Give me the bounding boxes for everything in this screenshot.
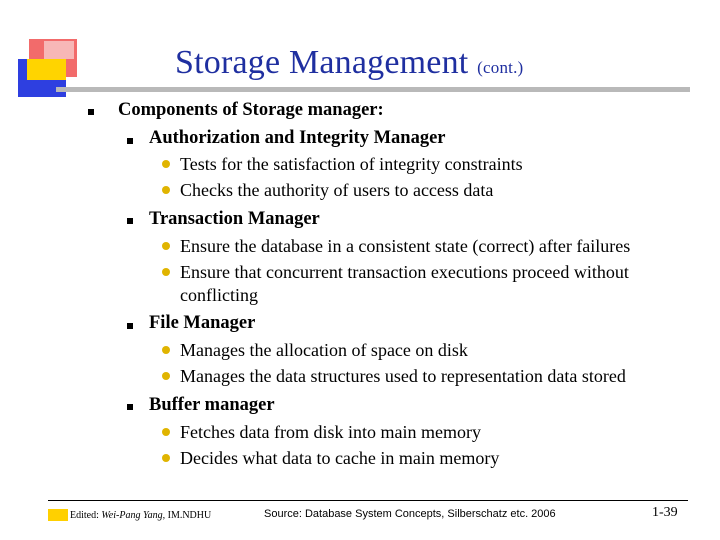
- bullet-dot-icon: [162, 160, 170, 168]
- bullet-square-icon: [127, 323, 133, 329]
- bullet-square-icon: [127, 218, 133, 224]
- footer-marker: [48, 509, 68, 521]
- list-item: Ensure that concurrent transaction executions proceed without: [180, 262, 629, 282]
- list-item: Manages the allocation of space on disk: [180, 340, 468, 360]
- page-number: 1-39: [652, 505, 678, 520]
- list-item: Ensure the database in a consistent state (correct) after failures: [180, 236, 631, 256]
- list-item: Manages the data structures used to representation data stored: [180, 366, 626, 386]
- section-label: Buffer manager: [149, 395, 275, 415]
- logo-square-pink: [44, 41, 74, 59]
- footer-edited-prefix: Edited:: [70, 510, 102, 521]
- section-label: File Manager: [149, 313, 256, 333]
- footer-edited: [70, 510, 211, 521]
- list-item: Fetches data from disk into main memory: [180, 422, 481, 442]
- bullet-dot-icon: [162, 186, 170, 194]
- footer-source: Source: Database System Concepts, Silberschatz etc. 2006: [264, 508, 556, 520]
- section-label: Authorization and Integrity Manager: [149, 128, 446, 148]
- bullet-square-icon: [127, 138, 133, 144]
- list-item: Checks the authority of users to access data: [180, 180, 494, 200]
- bullet-dot-icon: [162, 372, 170, 380]
- list-item: Tests for the satisfaction of integrity constraints: [180, 154, 523, 174]
- footer-divider: [48, 500, 688, 501]
- bullet-dot-icon: [162, 346, 170, 354]
- logo-square-yellow: [27, 59, 66, 80]
- slide-title-main: Storage Management: [175, 44, 469, 81]
- bullet-square-icon: [88, 109, 94, 115]
- bullet-square-icon: [127, 404, 133, 410]
- slide-heading: Components of Storage manager:: [118, 100, 384, 120]
- footer-edited-org: IM.NDHU: [165, 510, 212, 521]
- list-item: Decides what data to cache in main memory: [180, 448, 500, 468]
- footer-edited-author: Wei-Pang Yang,: [101, 510, 166, 521]
- bullet-dot-icon: [162, 268, 170, 276]
- bullet-dot-icon: [162, 242, 170, 250]
- bullet-dot-icon: [162, 454, 170, 462]
- section-label: Transaction Manager: [149, 209, 320, 229]
- bullet-dot-icon: [162, 428, 170, 436]
- title-divider: [56, 87, 690, 92]
- list-item-continuation: conflicting: [180, 285, 258, 305]
- slide-title: [175, 44, 523, 82]
- slide-title-suffix: (cont.): [477, 58, 524, 77]
